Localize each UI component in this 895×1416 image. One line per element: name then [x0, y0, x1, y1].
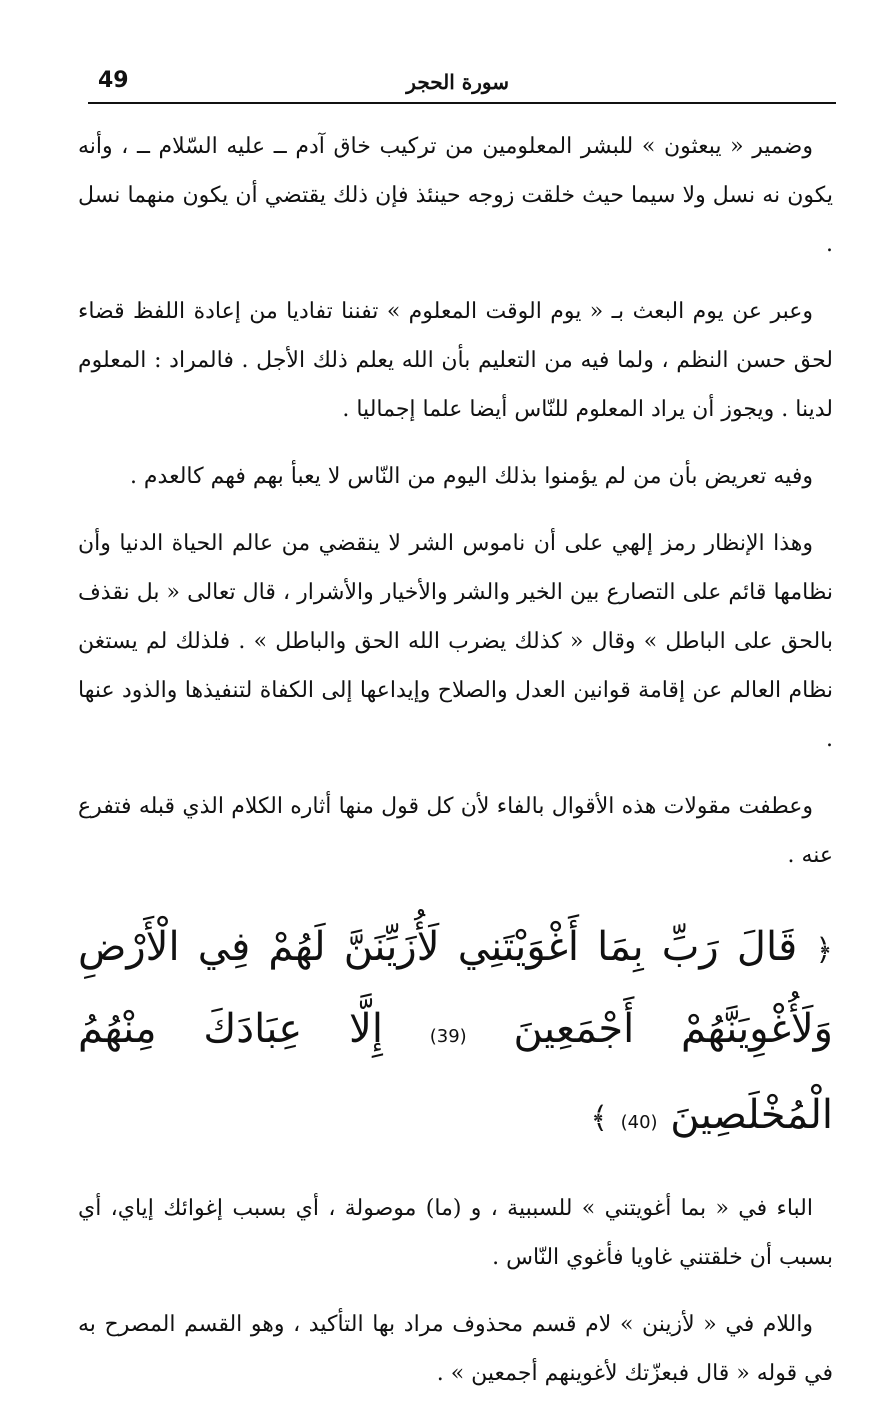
- verse-open-bracket: ﴿: [815, 933, 833, 968]
- page-header: [88, 60, 834, 102]
- header-rule: [88, 102, 836, 104]
- quran-verse: [78, 908, 833, 1162]
- paragraph-inzar: وهذا الإنظار رمز إلهي على أن ناموس الشر لا ينقضي من عالم الحياة الدنيا وأن نظامها قائم على التصارع بين الخير والشر والأخيار والأشرار ، قال تعالى « بل نقذف بالحق على الباطل » وقال « كذلك يضرب الله الحق والباطل » . فلذلك لم يستغن نظام العالم عن إقامة قوانين العدل والصلاح وإيداعها إلى الكفاة لتنفيذها والذود عنها .: [78, 531, 833, 752]
- verse-text-40: إِلَّا عِبَادَكَ مِنْهُمُ الْمُخْلَصِينَ: [78, 1006, 833, 1138]
- verse-close-bracket: ﴾: [590, 1101, 608, 1136]
- page-body: [78, 122, 833, 1416]
- paragraph-yubathun: وضمير « يبعثون » للبشر المعلومين من تركيب خاق آدم ــ عليه السّلام ــ ، وأنه يكون نه نسل ولا سيما حيث خلقت زوجه حينئذ فإن ذلك يقتضي أن يكون منهما نسل .: [78, 134, 833, 257]
- paragraph-baa: الباء في « بما أغويتني » للسببية ، و (ما) موصولة ، أي بسبب إغوائك إياي، أي بسبب أن خلقتني غاويا فأغوي النّاس .: [78, 1196, 833, 1270]
- verse-text-39: قَالَ رَبِّ بِمَا أَغْوَيْتَنِي لَأُزَيِّنَنَّ لَهُمْ فِي الْأَرْضِ وَلَأُغْوِيَنَّهُمْ أَجْمَعِينَ: [78, 924, 833, 1052]
- paragraph-tarid: وفيه تعريض بأن من لم يؤمنوا بذلك اليوم من النّاس لا يعبأ بهم فهم كالعدم .: [129, 464, 813, 489]
- page-number: 49: [98, 68, 129, 93]
- verse-number-39: (39): [429, 1026, 467, 1047]
- paragraph-yawm-al-waqt: وعبر عن يوم البعث بـ « يوم الوقت المعلوم » تفننا تفاديا من إعادة اللفظ قضاء لحق حسن النظم ، ولما فيه من التعليم بأن الله يعلم ذلك الأجل . فالمراد : المعلوم لدينا . ويجوز أن يراد المعلوم للنّاس أيضا علما إجماليا .: [78, 299, 833, 422]
- paragraph-atf: وعطفت مقولات هذه الأقوال بالفاء لأن كل قول منها أثاره الكلام الذي قبله فتفرع عنه .: [78, 794, 833, 868]
- verse-number-40: (40): [620, 1112, 658, 1133]
- paragraph-lam: واللام في « لأزينن » لام قسم محذوف مراد بها التأكيد ، وهو القسم المصرح به في قوله « قال فبعزّتك لأغوينهم أجمعين » .: [78, 1312, 833, 1386]
- running-title: سورة الحجر: [406, 70, 509, 94]
